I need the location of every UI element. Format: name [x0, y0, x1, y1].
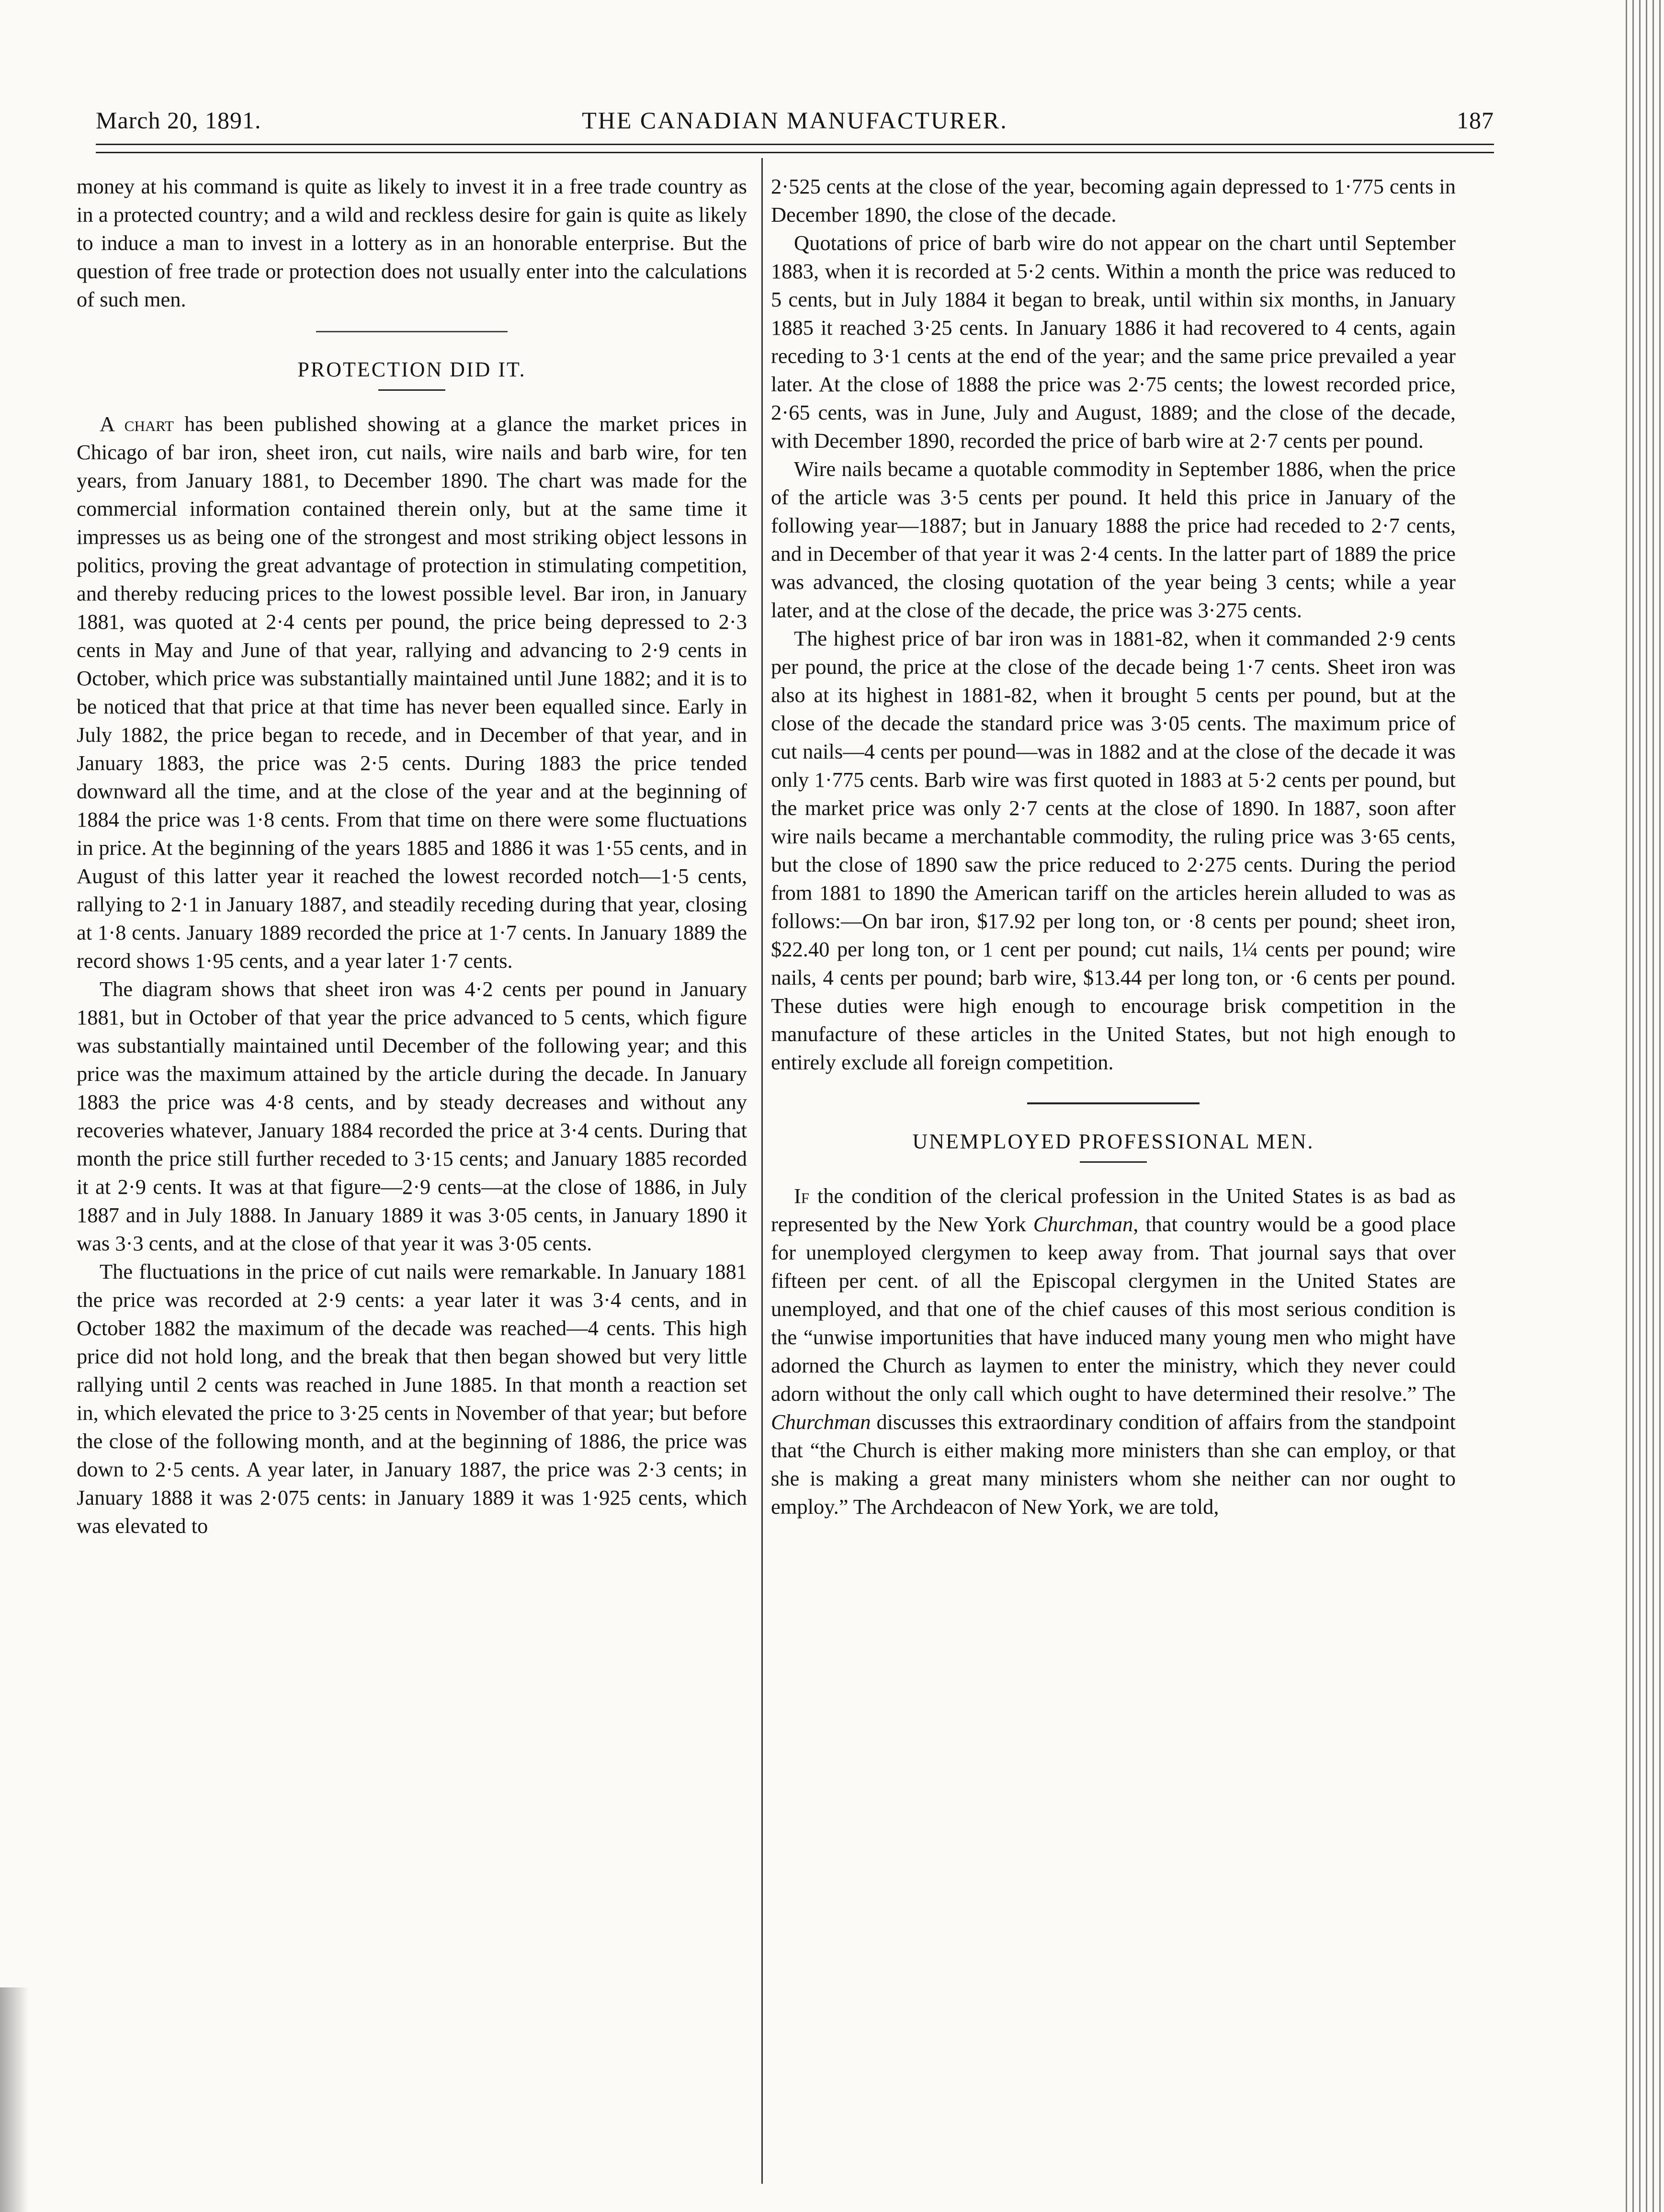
binding-edge	[1626, 0, 1664, 2212]
page-header	[96, 106, 1494, 140]
section-separator	[316, 331, 508, 332]
scan-shadow	[0, 1987, 29, 2212]
title-underline	[1080, 1161, 1147, 1163]
article-paragraph: The highest price of bar iron was in 1881-82, when it commanded 2·9 cents per pound, the price at the close of the decade being 1·7 cents. Sheet iron was also at its highest in 1881-82, when it brought 5 cents per pound, but at the close of the decade the standard price was 3·05 cents. The maximum price of cut nails—4 cents per pound—was in 1882 and at the close of the decade it was only 1·775 cents. Barb wire was first quoted in 1883 at 5·2 cents per pound, but the market price was only 2·7 cents at the close of 1890. In 1887, soon after wire nails became a merchantable commodity, the ruling price was 3·65 cents, but the close of 1890 saw the price reduced to 2·275 cents. During the period from 1881 to 1890 the American tariff on the articles herein alluded to was as follows:—On bar iron, $17.92 per long ton, or ·8 cents per pound; sheet iron, $22.40 per long ton, or 1 cent per pound; cut nails, 1¼ cents per pound; wire nails, 4 cents per pound; barb wire, $13.44 per long ton, or ·6 cents per pound. These duties were high enough to encourage brisk competition in the manufacture of these articles in the United States, but not high enough to entirely exclude all foreign competition.	[771, 626, 1456, 1074]
section-separator	[1027, 1102, 1200, 1104]
article-paragraph: The fluctuations in the price of cut nails were remarkable. In January 1881 the price was recorded at 2·9 cents: a year later it was 3·4 cents, and in October 1882 the maximum of the decade was reached—4 cents. This high price did not hold long, and the break that then began showed but very little rallying until 2 cents was reached in June 1885. In that month a reaction set in, which elevated the price to 3·25 cents in November of that year; but before the close of the following month, and at the beginning of 1886, the price was down to 2·5 cents. A year later, in January 1887, the price was 2·3 cents; in January 1888 it was 2·075 cents: in January 1889 it was 1·925 cents, which was elevated to	[77, 1259, 747, 1538]
right-column	[771, 172, 1456, 1521]
publication-title: THE CANADIAN MANUFACTURER.	[582, 107, 1008, 134]
lead-in: If	[794, 1184, 810, 1208]
left-column	[77, 172, 747, 1540]
column-divider	[761, 158, 763, 2184]
article-title-protection: PROTECTION DID IT.	[297, 358, 526, 381]
publication-name: Churchman	[1033, 1212, 1133, 1236]
continued-paragraph: money at his command is quite as likely to invest it in a free trade country as in a protected country; and a wild and reckless desire for gain is quite as likely to induce a man to invest in a lottery as in an honorable enterprise. But the question of free trade or protection does not usually enter into the calculations of such men.	[77, 174, 747, 311]
article-paragraph: 2·525 cents at the close of the year, becoming again depressed to 1·775 cents in December 1890, the close of the decade.	[771, 174, 1456, 227]
article-paragraph: The diagram shows that sheet iron was 4·2 cents per pound in January 1881, but in October of that year the price advanced to 5 cents, which figure was substantially maintained until December of the following year; and this price was the maximum attained by the article during the decade. In January 1883 the price was 4·8 cents, and by steady decreases and without any recoveries whatever, January 1884 recorded the price at 3·4 cents. During that month the price still further receded to 3·15 cents; and January 1885 recorded it at 2·9 cents. It was at that figure—2·9 cents—at the close of 1886, in July 1887 and in July 1888. In January 1889 it was 3·05 cents, in January 1890 it was 3·3 cents, and at the close of that year it was 3·05 cents.	[77, 977, 747, 1255]
title-underline	[378, 389, 445, 391]
issue-date: March 20, 1891.	[96, 107, 261, 134]
article-paragraph: A chart has been published showing at a glance the market prices in Chicago of bar iron, sheet iron, cut nails, wire nails and barb wire, for ten years, from January 1881, to December 1890. The chart was made for the commercial information contained therein only, but at the same time it impresses us as being one of the strongest and most striking object lessons in politics, proving the great advantage of protection in stimulating competition, and thereby reducing prices to the lowest possible level. Bar iron, in January 1881, was quoted at 2·4 cents per pound, the price being depressed to 2·3 cents in May and June of that year, rallying and advancing to 2·9 cents in October, which price was substantially maintained until June 1882; and it is to be noticed that that price at that time has never been equalled since. Early in July 1882, the price began to recede, and in December of that year, and in January 1883, the price was 2·5 cents. During 1883 the price tended downward all the time, and at the close of the year and at the beginning of 1884 the price was 1·8 cents. From that time on there were some fluctuations in price. At the beginning of the years 1885 and 1886 it was 1·55 cents, and in August of this latter year it reached the lowest recorded notch—1·5 cents, rallying to 2·1 in January 1887, and steadily receding during that year, closing at 1·8 cents. January 1889 recorded the price at 1·7 cents. In January 1889 the record shows 1·95 cents, and a year later 1·7 cents.	[77, 412, 747, 973]
article-paragraph: If the condition of the clerical profession in the United States is as bad as represented by the New York Churchman, that country would be a good place for unemployed clergymen to keep away from. That journal says that over fifteen per cent. of all the Episcopal clergymen in the United States are unemployed, and that one of the chief causes of this most serious condition is the “unwise importunities that have induced many young men who might have adorned the Church as laymen to enter the ministry, which they never could adorn without the only call which ought to have determined their resolve.” The Churchman discusses this extraordinary condition of affairs from the standpoint that “the Church is either making more ministers than she can employ, or that she is making a great many ministers whom she neither can nor ought to employ.” The Archdeacon of New York, we are told,	[771, 1184, 1456, 1519]
header-double-rule	[96, 144, 1494, 153]
page-number: 187	[1457, 107, 1494, 134]
article-title-unemployed: UNEMPLOYED PROFESSIONAL MEN.	[912, 1130, 1314, 1153]
article-paragraph: Quotations of price of barb wire do not appear on the chart until September 1883, when it is recorded at 5·2 cents. Within a month the price was reduced to 5 cents, but in July 1884 it began to break, until within six months, in January 1885 it reached 3·25 cents. In January 1886 it had recovered to 4 cents, again receding to 3·1 cents at the end of the year; and the same price prevailed a year later. At the close of 1888 the price was 2·75 cents; the lowest recorded price, 2·65 cents, was in June, July and August, 1889; and the close of the decade, with December 1890, recorded the price of barb wire at 2·7 cents per pound.	[771, 231, 1456, 453]
lead-in: A chart	[100, 412, 174, 436]
publication-name: Churchman	[771, 1410, 871, 1434]
article-paragraph: Wire nails became a quotable commodity in September 1886, when the price of the article was 3·5 cents per pound. It held this price in January of the following year—1887; but in January 1888 the price had receded to 2·7 cents, and in December of that year it was 2·4 cents. In the latter part of 1889 the price was advanced, the closing quotation of the year being 3 cents; while a year later, and at the close of the decade, the price was 3·275 cents.	[771, 457, 1456, 622]
